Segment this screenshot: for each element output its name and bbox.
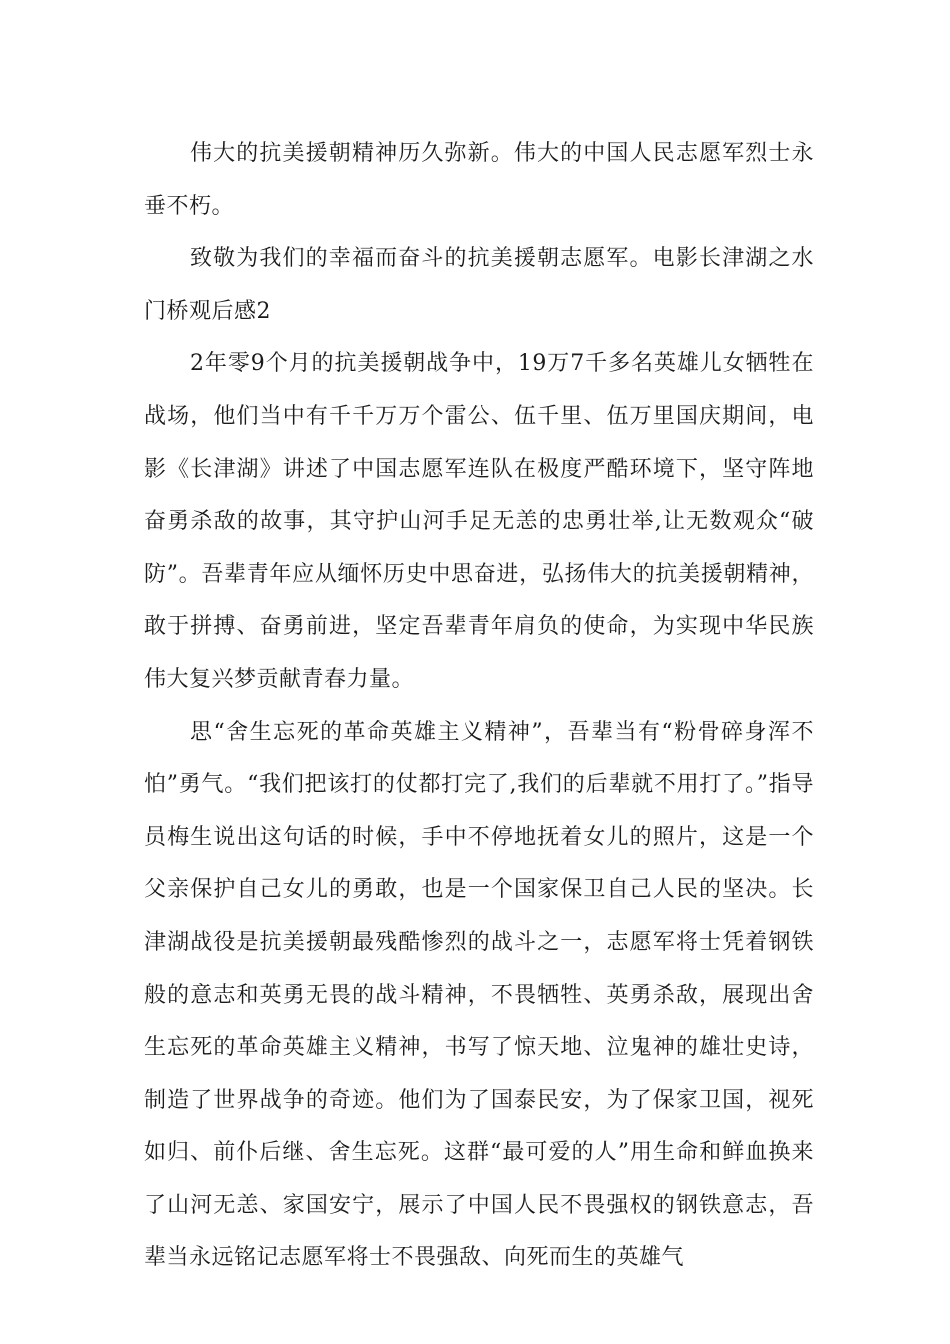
document-body	[144, 128, 814, 1285]
paragraph-4: 思“舍生忘死的革命英雄主义精神”，吾辈当有“粉骨碎身浑不怕”勇气。“我们把该打的仗都打完了,我们的后辈就不用打了。”指导员梅生说出这句话的时候，手中不停地抚着女儿的照片，这是一个父亲保护自己女儿的勇敢，也是一个国家保卫自己人民的坚决。长津湖战役是抗美援朝最残酷惨烈的战斗之一，志愿军将士凭着钢铁般的意志和英勇无畏的战斗精神，不畏牺牲、英勇杀敌，展现出舍生忘死的革命英雄主义精神，书写了惊天地、泣鬼神的雄壮史诗，制造了世界战争的奇迹。他们为了国泰民安，为了保家卫国，视死如归、前仆后继、舍生忘死。这群“最可爱的人”用生命和鲜血换来了山河无恙、家国安宁，展示了中国人民不畏强权的钢铁意志，吾辈当永远铭记志愿军将士不畏强敌、向死而生的英雄气	[144, 719, 814, 1271]
paragraph-1: 伟大的抗美援朝精神历久弥新。伟大的中国人民志愿军烈士永垂不朽。	[144, 141, 814, 219]
paragraph-2: 致敬为我们的幸福而奋斗的抗美援朝志愿军。电影长津湖之水门桥观后感2	[144, 246, 814, 324]
paragraph-3: 2年零9个月的抗美援朝战争中，19万7千多名英雄儿女牺牲在战场，他们当中有千千万万个雷公、伍千里、伍万里国庆期间，电影《长津湖》讲述了中国志愿军连队在极度严酷环境下，坚守阵地奋勇杀敌的故事，其守护山河手足无恙的忠勇壮举,让无数观众“破防”。吾辈青年应从缅怀历史中思奋进，弘扬伟大的抗美援朝精神，敢于拼搏、奋勇前进，坚定吾辈青年肩负的使命，为实现中华民族伟大复兴梦贡献青春力量。	[144, 351, 814, 692]
